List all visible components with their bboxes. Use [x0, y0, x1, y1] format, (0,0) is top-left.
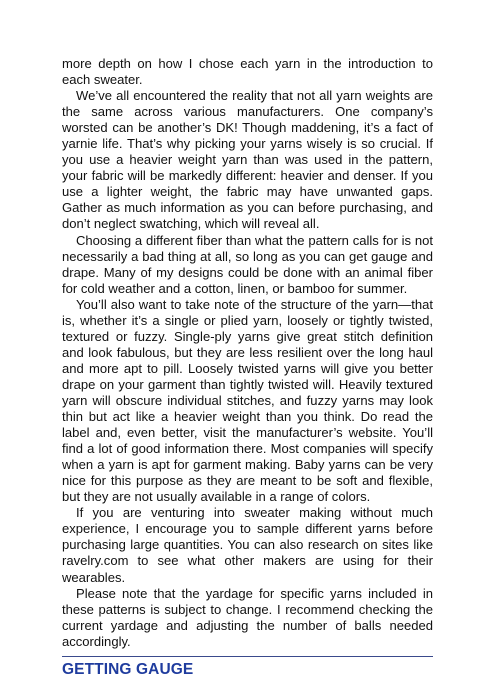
paragraph-yarn-weights: We’ve all encountered the reality that not all yarn weights are the same across various manufacturers. One company’s worsted can be another’s DK! Though maddening, it’s a fact of yarnie life. That’s why picking your yarns wisely is so crucial. If you use a heavier weight yarn than was used in the pattern, your fabric will be markedly different: heavier and denser. If you use a lighter weight, the fabric may have unwanted gaps. Gather as much information as you can before purchasing, and don’t neglect swatching, which will reveal all. — [62, 88, 433, 232]
paragraph-continuation: more depth on how I chose each yarn in the introduction to each sweater. — [62, 56, 433, 88]
section-heading: GETTING GAUGE — [62, 660, 194, 678]
document-page — [62, 56, 433, 679]
paragraph-yarn-structure: You’ll also want to take note of the structure of the yarn—that is, whether it’s a single or plied yarn, loosely or tightly twisted, textured or fuzzy. Single-ply yarns give great stitch definition and look fabulous, but they are less resilient over the long haul and more apt to pill. Loosely twisted yarns will give you better drape on your garment than tightly twisted will. Heavily textured yarn will obscure individual stitches, and fuzzy yarns may look thin but act like a heavier weight than you think. Do read the label and, even better, visit the manufacturer’s website. You’ll find a lot of good information there. Most companies will specify when a yarn is apt for garment making. Baby yarns can be very nice for this purpose as they are meant to be soft and flexible, but they are not usually available in a range of colors. — [62, 296, 433, 505]
section-divider — [62, 656, 433, 657]
paragraph-sampling-advice: If you are venturing into sweater making without much experience, I encourage you to sample different yarns before purchasing large quantities. You can also research on sites like ravelry.com to see what other makers are using for their wearables. — [62, 505, 433, 585]
paragraph-yardage-note: Please note that the yardage for specific yarns included in these patterns is subject to change. I recommend checking the current yardage and adjusting the number of balls needed accordingly. — [62, 585, 433, 649]
paragraph-fiber-choice: Choosing a different fiber than what the pattern calls for is not necessarily a bad thing at all, so long as you can get gauge and drape. Many of my designs could be done with an animal fiber for cold weather and a cotton, linen, or bamboo for summer. — [62, 232, 433, 296]
